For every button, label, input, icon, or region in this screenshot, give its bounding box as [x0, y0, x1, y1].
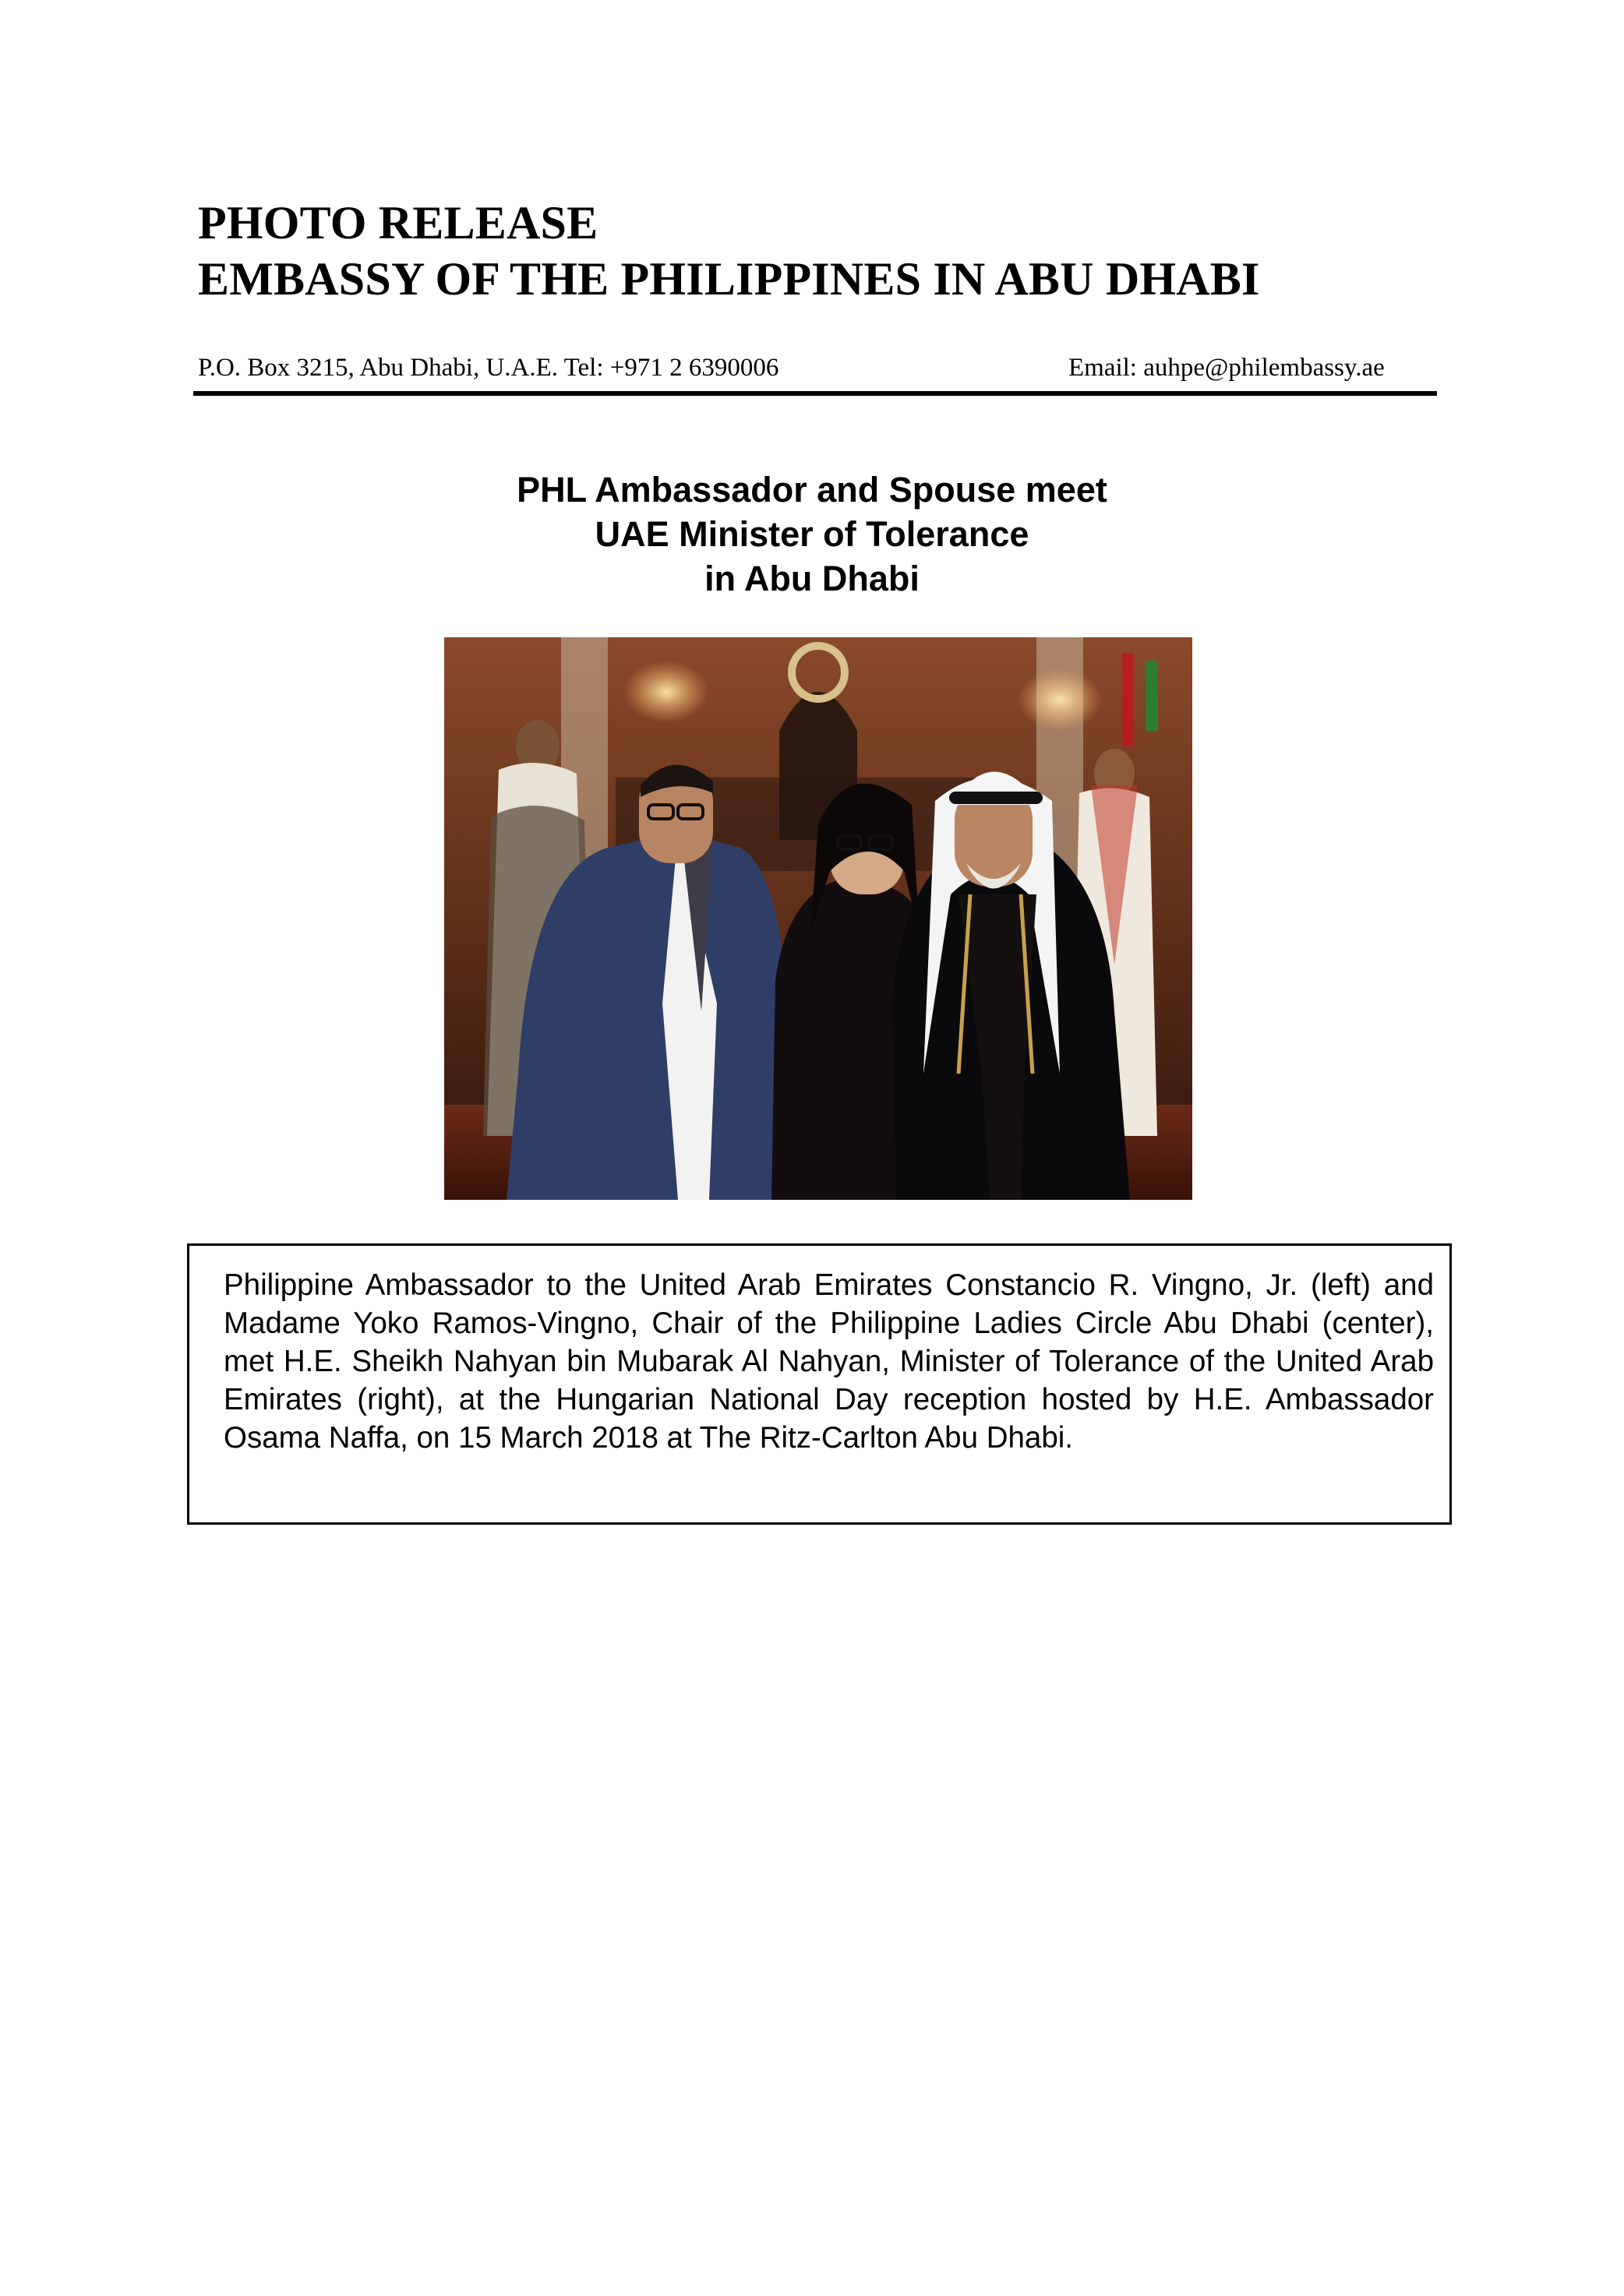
headline-line-3: in Abu Dhabi	[704, 559, 920, 598]
address-and-phone: P.O. Box 3215, Abu Dhabi, U.A.E. Tel: +971 2 6390006	[198, 354, 779, 382]
photo-caption: Philippine Ambassador to the United Arab Emirates Constancio R. Vingno, Jr. (left) and Madame Yoko Ramos-Vingno, Chair of the Philippine Ladies Circle Abu Dhabi (center), met H.E. Sheikh Nahyan bin Mubarak Al Nahyan, Minister of Tolerance of the United Arab Emirates (right), at the Hungarian National Day reception hosted by H.E. Ambassador Osama Naffa, on 15 March 2018 at The Ritz-Carlton Abu Dhabi.	[224, 1268, 1434, 1455]
header-divider	[193, 391, 1437, 396]
release-title: PHOTO RELEASE	[198, 197, 598, 249]
release-header	[198, 195, 1260, 307]
headline	[0, 467, 1624, 601]
event-photo-illustration	[444, 637, 1192, 1200]
email-address: Email: auhpe@philembassy.ae	[1068, 354, 1385, 382]
event-photo	[444, 637, 1192, 1200]
embassy-name: EMBASSY OF THE PHILIPPINES IN ABU DHABI	[198, 253, 1260, 305]
caption-box	[187, 1243, 1452, 1525]
headline-line-1: PHL Ambassador and Spouse meet	[517, 470, 1107, 510]
headline-line-2: UAE Minister of Tolerance	[595, 514, 1029, 554]
